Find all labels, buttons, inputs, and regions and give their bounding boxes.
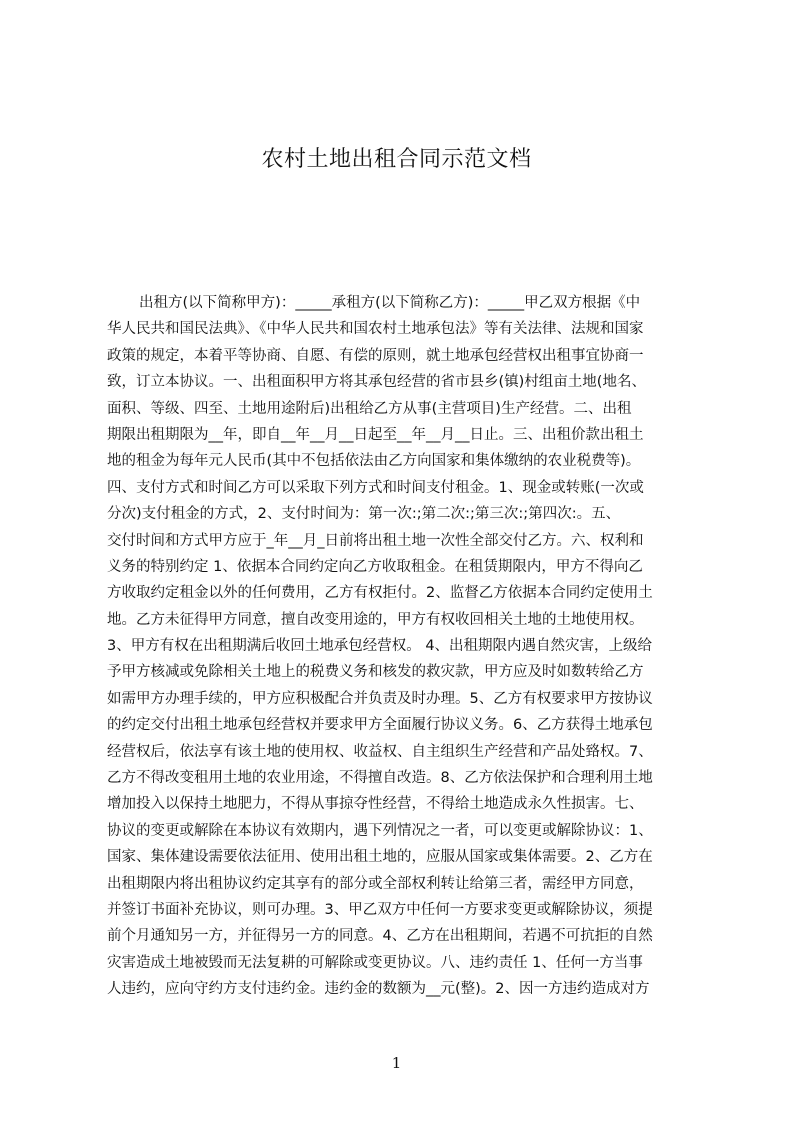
body-line: 义务的特别约定 1、依据本合同约定向乙方收取租金。在租赁期限内，甲方不得向乙 xyxy=(107,558,643,575)
body-line: 交付时间和方式甲方应于_年__月_日前将出租土地一次性全部交付乙方。六、权利和 xyxy=(107,532,644,549)
body-line: 方收取约定租金以外的任何费用，乙方有权拒付。2、监督乙方依据本合同约定使用土 xyxy=(107,585,653,602)
body-line: 政策的规定，本着平等协商、自愿、有偿的原则，就土地承包经营权出租事宜协商一 xyxy=(107,347,644,364)
body-line: 国家、集体建设需要依法征用、使用出租土地的，应服从国家或集体需要。2、乙方在 xyxy=(107,849,653,866)
body-line: 3、甲方有权在出租期满后收回土地承包经营权。 4、出租期限内遇自然灾害，上级给 xyxy=(107,638,653,655)
body-line: 分次)支付租金的方式，2、支付时间为：第一次:;第二次:;第三次:;第四次:。五、 xyxy=(107,506,621,523)
body-line: 经营权后，依法享有该土地的使用权、收益权、自主组织生产经营和产品处臵权。7、 xyxy=(107,743,653,760)
document-title: 农村土地出租合同示范文档 xyxy=(261,147,532,172)
body-line: 华人民共和国民法典》、《中华人民共和国农村土地承包法》等有关法律、法规和国家 xyxy=(107,321,644,338)
body-line: 灾害造成土地被毁而无法复耕的可解除或变更协议。八、违约责任 1、任何一方当事 xyxy=(107,954,643,971)
body-line: 乙方不得改变租用土地的农业用途，不得擅自改造。8、乙方依法保护和合理利用土地 xyxy=(107,770,653,787)
body-line: 地。乙方未征得甲方同意，擅自改变用途的，甲方有权收回相关土地的土地使用权。 xyxy=(107,611,644,628)
body-line: 四、支付方式和时间乙方可以采取下列方式和时间支付租金。1、现金或转账(一次或 xyxy=(107,479,644,496)
body-line: 增加投入以保持土地肥力，不得从事掠夺性经营，不得给土地造成永久性损害。七、 xyxy=(107,796,644,813)
body-line: 面积、等级、四至、土地用途附后)出租给乙方从事(主营项目)生产经营。二、出租 xyxy=(107,400,632,417)
body-line: 出租方(以下简称甲方)：_____承租方(以下简称乙方)：_____甲乙双方根据《中 xyxy=(139,295,641,311)
body-line: 予甲方核减或免除相关土地上的税费义务和核发的救灾款，甲方应及时如数转给乙方 xyxy=(107,664,644,681)
body-line: 如需甲方办理手续的，甲方应积极配合并负责及时办理。5、乙方有权要求甲方按协议 xyxy=(107,690,653,707)
body-line: 出租期限内将出租协议约定其享有的部分或全部权利转让给第三者，需经甲方同意， xyxy=(107,875,644,892)
body-line: 致，订立本协议。一、出租面积甲方将其承包经营的省市县乡(镇)村组亩土地(地名、 xyxy=(107,374,646,391)
page-number: 1 xyxy=(391,1054,402,1072)
body-line: 的约定交付出租土地承包经营权并要求甲方全面履行协议义务。6、乙方获得土地承包 xyxy=(107,717,653,734)
body-line: 人违约，应向守约方支付违约金。违约金的数额为__元(整)。2、因一方违约造成对方 xyxy=(107,981,650,998)
document-body xyxy=(107,290,699,1003)
body-line: 前个月通知另一方，并征得另一方的同意。4、乙方在出租期间，若遇不可抗拒的自然 xyxy=(107,928,653,945)
body-line: 期限出租期限为__年，即自__年__月__日起至__年__月__日止。三、出租价款出租土 xyxy=(107,426,644,443)
body-line: 地的租金为每年元人民币(其中不包括依法由乙方向国家和集体缴纳的农业税费等)。 xyxy=(107,453,641,470)
body-line: 并签订书面补充协议，则可办理。3、甲乙双方中任何一方要求变更或解除协议，须提 xyxy=(107,901,653,918)
body-line: 协议的变更或解除在本协议有效期内，遇下列情况之一者，可以变更或解除协议：1、 xyxy=(107,822,653,839)
